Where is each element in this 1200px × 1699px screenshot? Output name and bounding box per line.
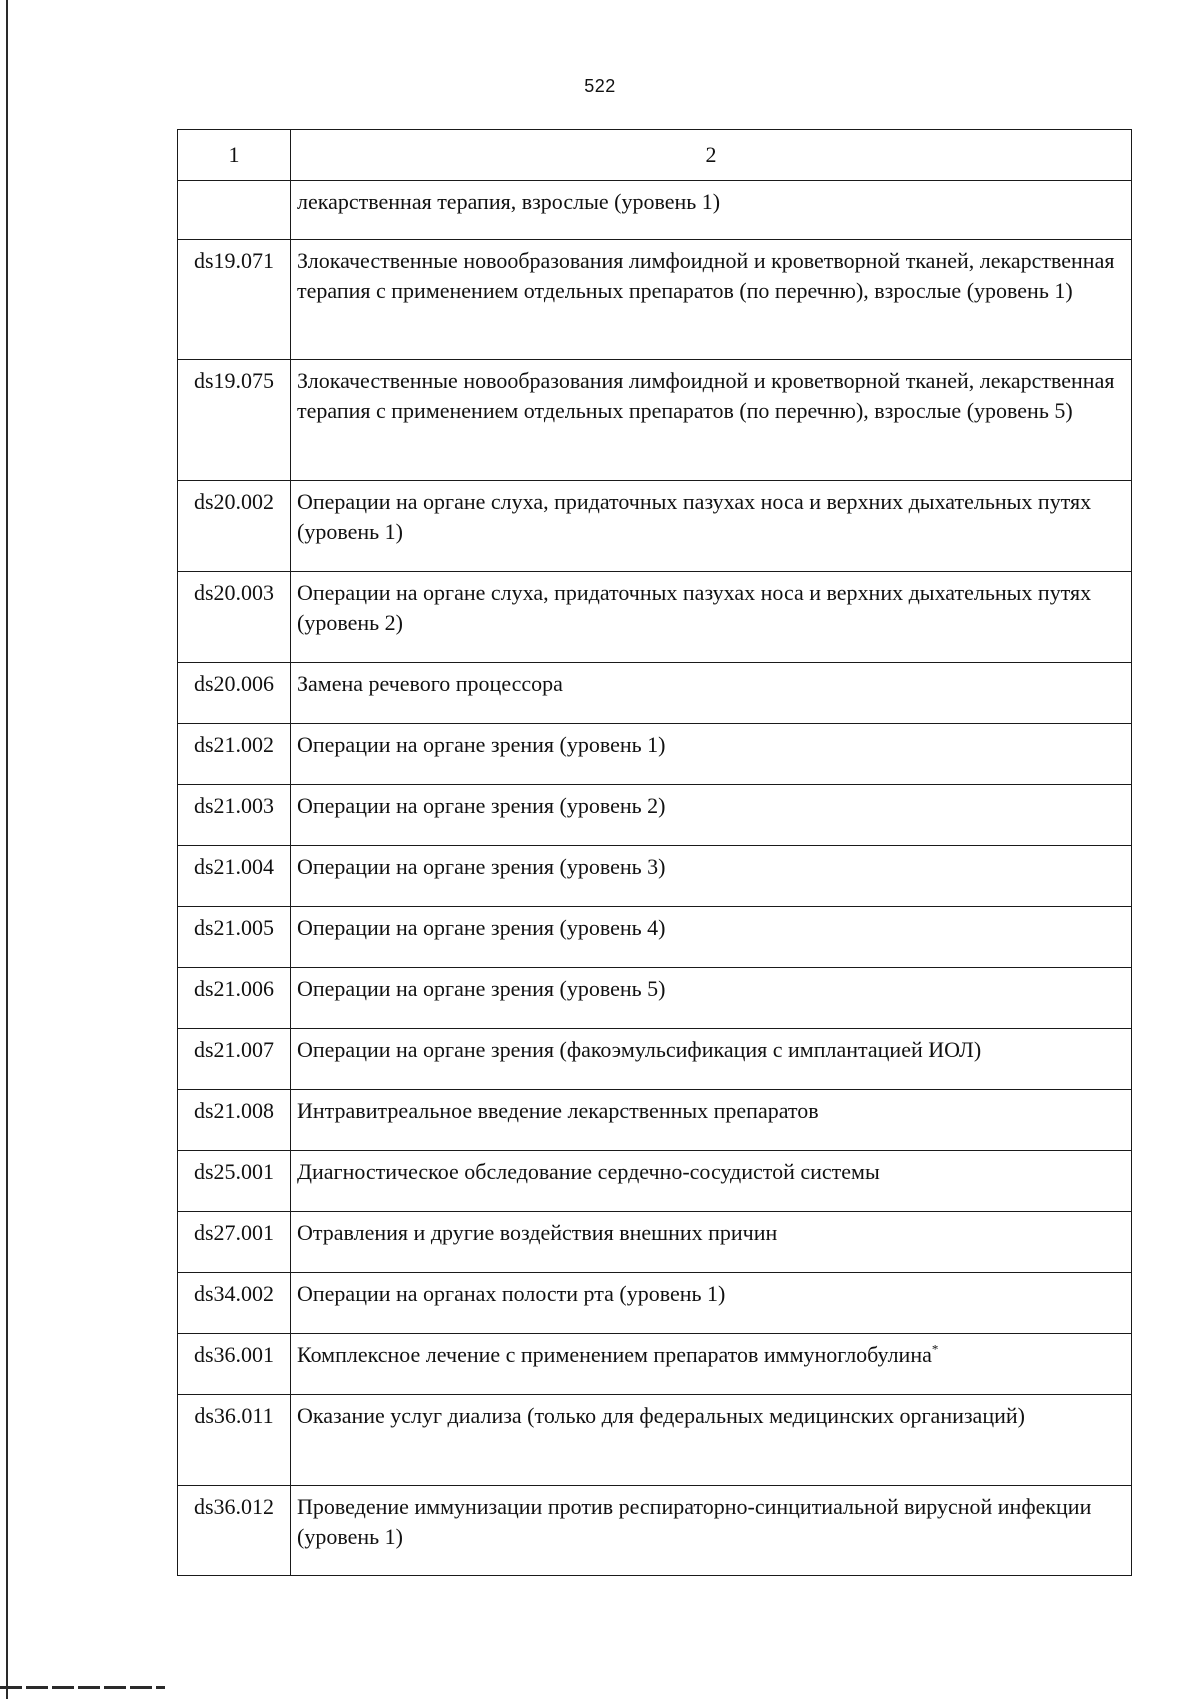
row-description: Замена речевого процессора (291, 663, 1132, 724)
row-description: Операции на органе зрения (уровень 1) (291, 724, 1132, 785)
table-header-row (178, 130, 1132, 181)
table-row (178, 181, 1132, 240)
row-code: ds27.001 (178, 1212, 291, 1273)
row-code: ds34.002 (178, 1273, 291, 1334)
row-description: Злокачественные новообразования лимфоидной и кроветворной тканей, лекарственная терапия с применением отдельных препаратов (по перечню), взрослые (уровень 5) (291, 360, 1132, 481)
table-row (178, 1212, 1132, 1273)
table-row (178, 1334, 1132, 1395)
tariff-codes-table (177, 129, 1132, 1576)
row-description: Операции на органе слуха, придаточных пазухах носа и верхних дыхательных путях (уровень 2) (291, 572, 1132, 663)
row-description: лекарственная терапия, взрослые (уровень 1) (291, 181, 1132, 240)
table-row (178, 572, 1132, 663)
row-description: Операции на органе зрения (уровень 2) (291, 785, 1132, 846)
row-code: ds20.006 (178, 663, 291, 724)
table-row (178, 1486, 1132, 1576)
row-code: ds21.004 (178, 846, 291, 907)
table-row (178, 1090, 1132, 1151)
table-row (178, 968, 1132, 1029)
row-code: ds25.001 (178, 1151, 291, 1212)
row-description: Операции на органе зрения (уровень 4) (291, 907, 1132, 968)
row-description (291, 1334, 1132, 1395)
table-row (178, 240, 1132, 360)
row-code: ds21.002 (178, 724, 291, 785)
table-row (178, 663, 1132, 724)
row-code: ds36.001 (178, 1334, 291, 1395)
row-code: ds19.071 (178, 240, 291, 360)
row-description: Операции на органах полости рта (уровень 1) (291, 1273, 1132, 1334)
table-row (178, 1151, 1132, 1212)
row-code: ds21.007 (178, 1029, 291, 1090)
page-number: 522 (584, 76, 616, 96)
row-code: ds19.075 (178, 360, 291, 481)
page-border-bottom (0, 1686, 165, 1689)
row-code: ds36.012 (178, 1486, 291, 1576)
row-description: Операции на органе зрения (факоэмульсификация с имплантацией ИОЛ) (291, 1029, 1132, 1090)
row-description: Отравления и другие воздействия внешних причин (291, 1212, 1132, 1273)
row-description: Оказание услуг диализа (только для федеральных медицинских организаций) (291, 1395, 1132, 1486)
row-code: ds21.006 (178, 968, 291, 1029)
table-row (178, 724, 1132, 785)
row-code: ds21.003 (178, 785, 291, 846)
row-code: ds20.003 (178, 572, 291, 663)
row-description: Проведение иммунизации против респираторно-синцитиальной вирусной инфекции (уровень 1) (291, 1486, 1132, 1576)
row-description: Интравитреальное введение лекарственных препаратов (291, 1090, 1132, 1151)
row-description: Диагностическое обследование сердечно-сосудистой системы (291, 1151, 1132, 1212)
row-description: Операции на органе слуха, придаточных пазухах носа и верхних дыхательных путях (уровень 1) (291, 481, 1132, 572)
row-code: ds20.002 (178, 481, 291, 572)
table-row (178, 846, 1132, 907)
row-code: ds36.011 (178, 1395, 291, 1486)
row-description: Операции на органе зрения (уровень 5) (291, 968, 1132, 1029)
page-border-left (6, 0, 8, 1699)
row-description: Злокачественные новообразования лимфоидной и кроветворной тканей, лекарственная терапия с применением отдельных препаратов (по перечню), взрослые (уровень 1) (291, 240, 1132, 360)
column-header-1: 1 (178, 130, 291, 181)
table-row (178, 1395, 1132, 1486)
footnote-asterisk: * (931, 1341, 939, 1357)
row-description-text: Комплексное лечение с применением препаратов иммуноглобулина (297, 1342, 932, 1367)
table-row (178, 785, 1132, 846)
table-row (178, 1029, 1132, 1090)
row-description: Операции на органе зрения (уровень 3) (291, 846, 1132, 907)
table-row (178, 360, 1132, 481)
row-code: ds21.005 (178, 907, 291, 968)
row-code (178, 181, 291, 240)
row-code: ds21.008 (178, 1090, 291, 1151)
column-header-2: 2 (291, 130, 1132, 181)
table-row (178, 481, 1132, 572)
table-row (178, 907, 1132, 968)
table-row (178, 1273, 1132, 1334)
